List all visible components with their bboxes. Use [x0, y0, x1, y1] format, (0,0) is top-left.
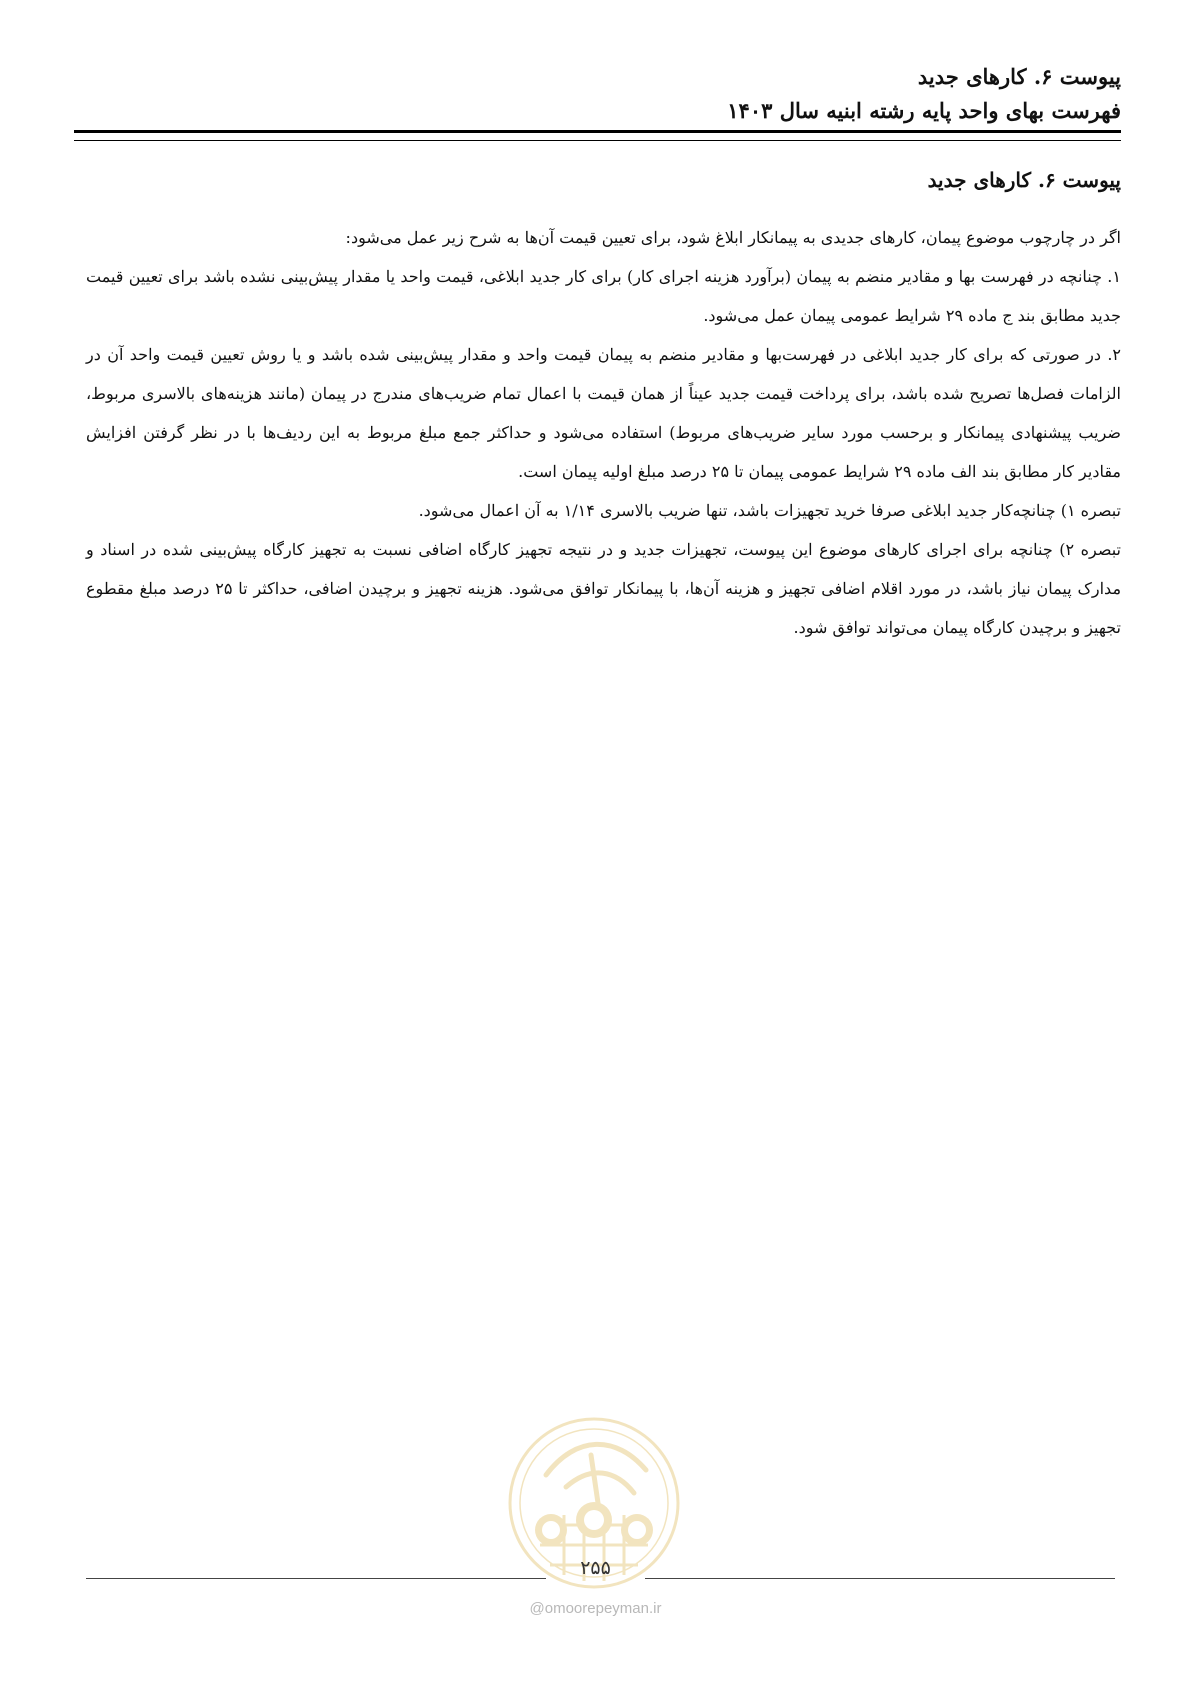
intro-paragraph: اگر در چارچوب موضوع پیمان، کارهای جدیدی به پیمانکار ابلاغ شود، برای تعیین قیمت آن‌ها به شرح زیر عمل می‌شود: — [345, 228, 1121, 247]
header-divider — [74, 130, 1121, 141]
page-number: ۲۵۵ — [580, 1557, 611, 1579]
note-2-paragraph: تبصره ۲) چنانچه برای اجرای کارهای موضوع این پیوست، تجهیزات جدید و در نتیجه تجهیز کارگاه اضافی نسبت به تجهیز کارگاه پیش‌بینی شده در اسناد و مدارک پیمان نیاز باشد، در مورد اقلام اضافی تجهیز و هزینه آن‌ها، با پیمانکار توافق می‌شود. هزینه تجهیز و برچیدن اضافی، حداکثر تا ۲۵ درصد مبلغ مقطوع تجهیز و برچیدن کارگاه پیمان می‌تواند توافق شود. — [86, 540, 1122, 637]
header-appendix-title: پیوست ۶. کارهای جدید — [917, 64, 1121, 89]
header-price-list-title: فهرست بهای واحد پایه رشته ابنیه سال ۱۴۰۳ — [727, 98, 1121, 123]
website-watermark: @omoorepeyman.ir — [529, 1600, 662, 1617]
page-header — [70, 60, 1121, 128]
clause-1-paragraph: ۱. چنانچه در فهرست بها و مقادیر منضم به پیمان (برآورد هزینه اجرای کار) برای کار جدید ابلاغی، قیمت واحد یا مقدار پیش‌بینی نشده باشد برای تعیین قیمت جدید مطابق بند ج ماده ۲۹ شرایط عمومی پیمان عمل می‌شود. — [86, 267, 1121, 325]
clause-2-paragraph: ۲. در صورتی که برای کار جدید ابلاغی در فهرست‌بها و مقادیر منضم به پیمان قیمت واحد و مقدار پیش‌بینی شده باشد و یا روش تعیین قیمت واحد آن در الزامات فصل‌ها تصریح شده باشد، برای پرداخت قیمت جدید عیناً از همان قیمت با اعمال تمام ضریب‌های مندرج در پیمان (مانند هزینه‌های بالاسری مربوط، ضریب پیشنهادی پیمانکار و برحسب مورد سایر ضریب‌های مربوط) استفاده می‌شود و حداکثر جمع مبلغ مربوط به این ردیف‌ها با در نظر گرفتن افزایش مقادیر کار مطابق بند الف ماده ۲۹ شرایط عمومی پیمان تا ۲۵ درصد مبلغ اولیه پیمان است. — [86, 345, 1122, 481]
section-title: پیوست ۶. کارهای جدید — [927, 168, 1121, 192]
note-1-paragraph: تبصره ۱) چنانچه‌کار جدید ابلاغی صرفا خرید تجهیزات باشد، تنها ضریب بالاسری ۱/۱۴ به آن اعمال می‌شود. — [418, 501, 1121, 520]
document-body — [86, 218, 1121, 647]
